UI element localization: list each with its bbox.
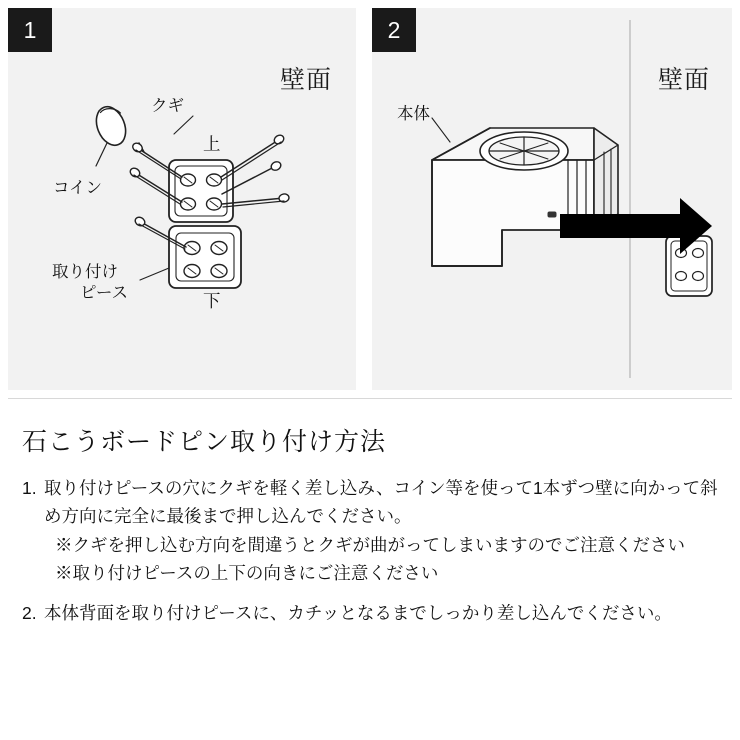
- body-unit: [432, 128, 618, 266]
- step-2-number: 2.: [22, 603, 37, 624]
- panel-1-label-mount-piece-line2: ピース: [80, 284, 129, 302]
- panel-2-wall-label: 壁面: [657, 66, 710, 94]
- panel-step-1: [8, 8, 356, 390]
- panel-1-illustration: [8, 8, 356, 390]
- section-divider: [8, 398, 732, 399]
- panel-1-label-coin: コイン: [53, 179, 103, 197]
- instructions-heading: 石こうボードピン取り付け方法: [22, 428, 387, 456]
- panel-1-label-mount-piece-line1: 取り付け: [52, 263, 118, 281]
- panel-1-wall-label: 壁面: [279, 66, 332, 94]
- panel-1-badge: 1: [8, 8, 52, 52]
- step-2-text: 本体背面を取り付けピースに、カチッとなるまでしっかり差し込んでください。: [44, 603, 672, 624]
- step-1-number: 1.: [22, 478, 37, 498]
- coin-shape: [91, 102, 131, 149]
- mount-piece-upper: [169, 160, 233, 222]
- panel-step-2: [372, 8, 732, 390]
- step-1-note-2: ※取り付けピースの上下の向きにご注意ください: [55, 563, 439, 584]
- step-1-body: [44, 474, 718, 587]
- instructions-block: [0, 404, 740, 640]
- mount-piece-lower: [169, 226, 241, 288]
- panel-2-badge: 2: [372, 8, 416, 52]
- instruction-step-2: [22, 599, 718, 627]
- panel-1-label-up: 上: [203, 134, 221, 154]
- panel-2-label-body: 本体: [397, 105, 430, 123]
- panel-2-illustration: [372, 8, 732, 390]
- instruction-step-1: [22, 474, 718, 587]
- panel-1-label-down: 下: [203, 291, 221, 311]
- step-2-body: [44, 599, 718, 627]
- step-1-text: 取り付けピースの穴にクギを軽く差し込み、コイン等を使って1本ずつ壁に向かって斜め方向に完全に最後まで押し込んでください。: [44, 478, 718, 527]
- step-1-note-1: ※クギを押し込む方向を間違うとクギが曲がってしまいますのでご注意ください: [55, 534, 685, 555]
- panel-1-label-nail: クギ: [151, 97, 184, 115]
